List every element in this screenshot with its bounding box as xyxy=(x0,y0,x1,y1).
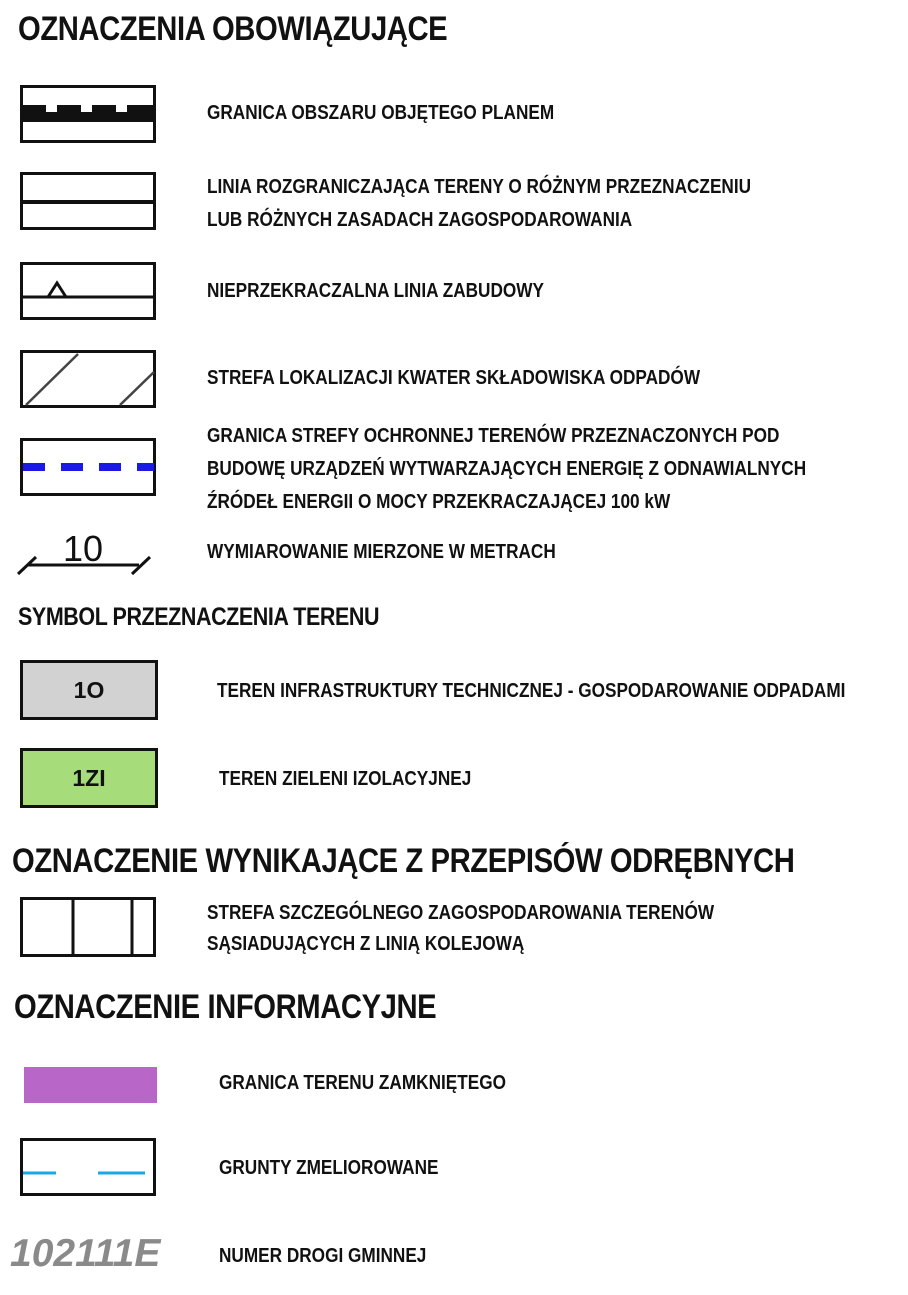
land-use-label-1o: TEREN INFRASTRUKTURY TECHNICZNEJ - GOSPODAROWANIE ODPADAMI xyxy=(217,680,846,702)
section-title-land-use: SYMBOL PRZEZNACZENIA TERENU xyxy=(18,603,380,631)
protection-zone-label-2: BUDOWĘ URZĄDZEŃ WYTWARZAJĄCYCH ENERGIĘ Z ODNAWIALNYCH xyxy=(207,458,807,480)
demarcation-line-symbol xyxy=(20,172,158,232)
landfill-zone-symbol xyxy=(20,350,158,410)
section-title-binding: OZNACZENIA OBOWIĄZUJĄCE xyxy=(18,10,448,48)
road-number-sample: 102111E xyxy=(10,1232,161,1275)
demarcation-line-label-1: LINIA ROZGRANICZAJĄCA TERENY O RÓŻNYM PRZEZNACZENIU xyxy=(207,176,752,198)
land-use-code-1zi: 1ZI xyxy=(20,748,158,808)
closed-area-symbol xyxy=(24,1067,157,1103)
dimension-label: WYMIAROWANIE MIERZONE W METRACH xyxy=(207,541,556,563)
dimension-value: 10 xyxy=(62,528,104,569)
drained-soils-label: GRUNTY ZMELIOROWANE xyxy=(219,1157,439,1179)
railway-zone-symbol xyxy=(20,897,158,959)
closed-area-label: GRANICA TERENU ZAMKNIĘTEGO xyxy=(219,1072,506,1094)
section-title-regulatory: OZNACZENIE WYNIKAJĄCE Z PRZEPISÓW ODRĘBNYCH xyxy=(12,842,795,880)
land-use-label-1zi: TEREN ZIELENI IZOLACYJNEJ xyxy=(219,768,472,790)
land-use-code-1o: 1O xyxy=(20,660,158,720)
landfill-zone-label: STREFA LOKALIZACJI KWATER SKŁADOWISKA ODPADÓW xyxy=(207,367,701,389)
demarcation-line-label-2: LUB RÓŻNYCH ZASADACH ZAGOSPODAROWANIA xyxy=(207,209,633,231)
plan-boundary-label: GRANICA OBSZARU OBJĘTEGO PLANEM xyxy=(207,102,555,124)
plan-boundary-symbol xyxy=(20,85,158,145)
protection-zone-symbol xyxy=(20,438,158,498)
railway-zone-label-1: STREFA SZCZEGÓLNEGO ZAGOSPODAROWANIA TERENÓW xyxy=(207,902,715,924)
section-title-informative: OZNACZENIE INFORMACYJNE xyxy=(14,988,437,1026)
building-line-symbol xyxy=(20,262,158,322)
road-number-label: NUMER DROGI GMINNEJ xyxy=(219,1245,427,1267)
drained-soils-symbol xyxy=(20,1138,158,1198)
railway-zone-label-2: SĄSIADUJĄCYCH Z LINIĄ KOLEJOWĄ xyxy=(207,933,525,955)
protection-zone-label-1: GRANICA STREFY OCHRONNEJ TERENÓW PRZEZNACZONYCH POD xyxy=(207,425,780,447)
dimension-symbol xyxy=(14,528,156,578)
protection-zone-label-3: ŹRÓDEŁ ENERGII O MOCY PRZEKRACZAJĄCEJ 100 kW xyxy=(207,491,671,513)
building-line-label: NIEPRZEKRACZALNA LINIA ZABUDOWY xyxy=(207,280,544,302)
